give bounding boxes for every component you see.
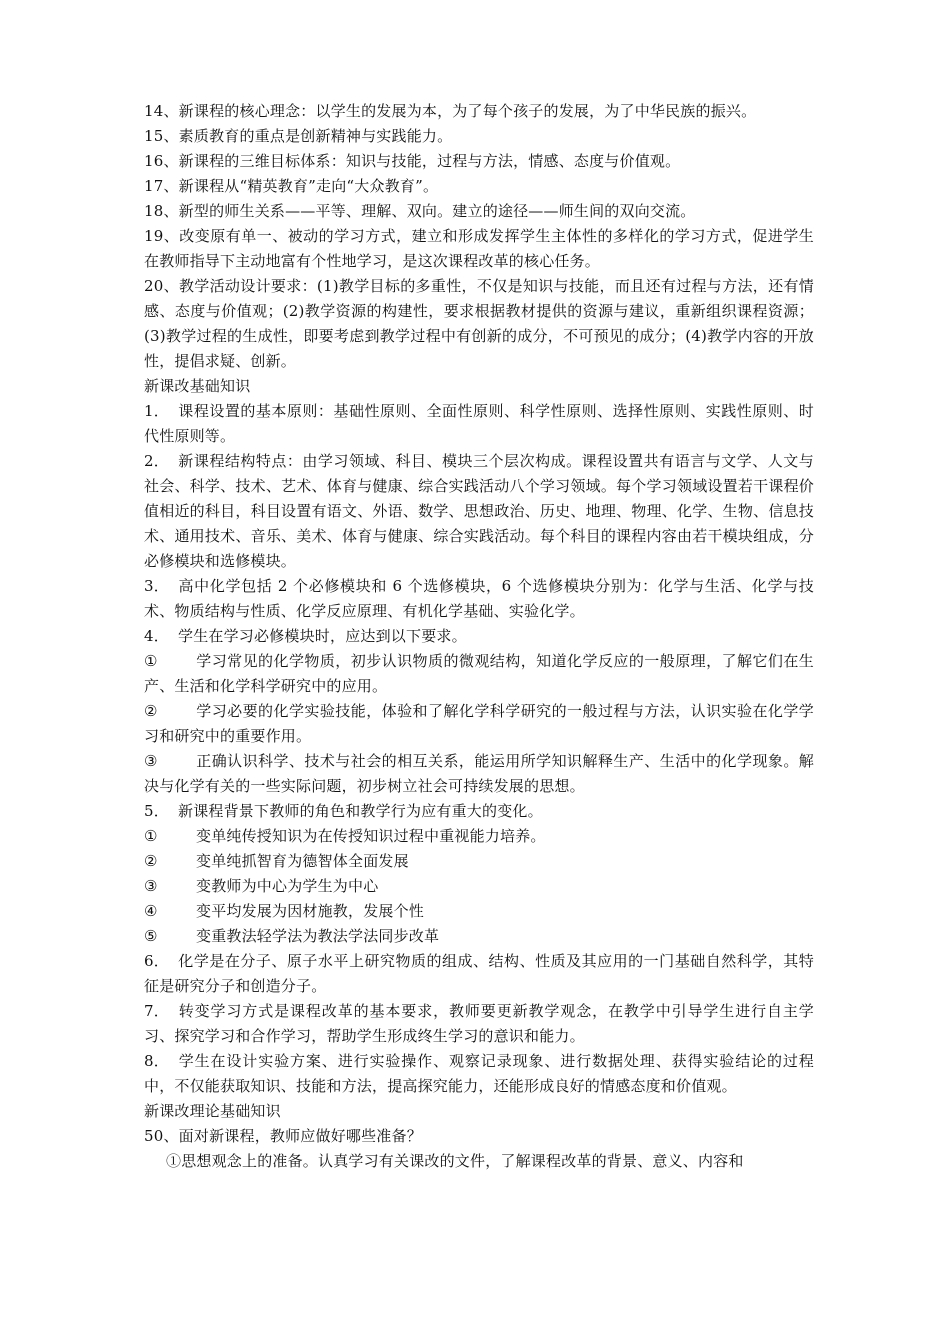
list-text: 新课程背景下教师的角色和教学行为应有重大的变化。 [178, 802, 543, 820]
list-number: 7． [144, 1002, 169, 1020]
list-text: 学习必要的化学实验技能，体验和了解化学科学研究的一般过程与方法，认识实验在化学学习和研究中的重要作用。 [144, 702, 814, 745]
list-text: 化学是在分子、原子水平上研究物质的组成、结构、性质及其应用的一门基础自然科学，其特征是研究分子和创造分子。 [144, 952, 814, 995]
list-text: 新课程结构特点：由学习领域、科目、模块三个层次构成。课程设置共有语言与文学、人文与社会、科学、技术、艺术、体育与健康、综合实践活动八个学习领域。每个学习领域设置若干课程价值相近的科目，科目设置有语文、外语、数学、思想政治、历史、地理、物理、化学、生物、信息技术、通用技术、音乐、美术、体育与健康、综合实践活动。每个科目的课程内容由若干模块组成，分必修模块和选修模块。 [144, 452, 814, 570]
list-number: 3． [144, 577, 169, 595]
list-number: 8． [144, 1052, 169, 1070]
list-number: 2． [144, 452, 169, 470]
sub-item-5-5 [144, 924, 814, 949]
list-text: 变单纯抓智育为德智体全面发展 [196, 852, 409, 870]
paragraph-18: 18、新型的师生关系——平等、理解、双向。建立的途径——师生间的双向交流。 [144, 202, 696, 220]
sub-item-5-1 [144, 824, 814, 849]
list-text: 变教师为中心为学生为中心 [196, 877, 379, 895]
sub-item-5-3 [144, 874, 814, 899]
question-50: 50、面对新课程，教师应做好哪些准备？ [144, 1127, 422, 1145]
sub-item-5-2 [144, 849, 814, 874]
paragraph-14: 14、新课程的核心理念：以学生的发展为本，为了每个孩子的发展，为了中华民族的振兴。 [144, 102, 757, 120]
list-number: 6． [144, 952, 169, 970]
sub-item-4-2 [144, 699, 814, 749]
list-item-6 [144, 949, 814, 999]
list-text: 变单纯传授知识为在传授知识过程中重视能力培养。 [196, 827, 546, 845]
paragraph-17: 17、新课程从“精英教育”走向“大众教育”。 [144, 177, 439, 195]
list-text: 转变学习方式是课程改革的基本要求，教师要更新教学观念，在教学中引导学生进行自主学习、探究学习和合作学习，帮助学生形成终生学习的意识和能力。 [144, 1002, 814, 1045]
paragraph-20: 20、教学活动设计要求：(1)教学目标的多重性，不仅是知识与技能，而且还有过程与方法，还有情感、态度与价值观；(2)教学资源的构建性，要求根据教材提供的资源与建议，重新组织课程资源；(3)教学过程的生成性，即要考虑到教学过程中有创新的成分，不可预见的成分；(4)教学内容的开放性，提倡求疑、创新。 [144, 277, 814, 370]
list-number: 4． [144, 627, 169, 645]
list-text: 变重教法轻学法为教法学法同步改革 [196, 927, 440, 945]
list-number: ④ [144, 902, 158, 920]
list-text: 正确认识科学、技术与社会的相互关系，能运用所学知识解释生产、生活中的化学现象。解决与化学有关的一些实际问题，初步树立社会可持续发展的思想。 [144, 752, 814, 795]
sub-item-4-1 [144, 649, 814, 699]
section-heading-basics: 新课改基础知识 [144, 377, 251, 395]
list-number: ③ [144, 752, 158, 770]
list-item-1 [144, 399, 814, 449]
list-item-5 [144, 799, 814, 824]
paragraph-16: 16、新课程的三维目标体系：知识与技能，过程与方法，情感、态度与价值观。 [144, 152, 681, 170]
list-item-3 [144, 574, 814, 624]
document-body [144, 99, 814, 1174]
list-item-7 [144, 999, 814, 1049]
list-item-2 [144, 449, 814, 574]
list-number: ① [144, 652, 158, 670]
paragraph-15: 15、素质教育的重点是创新精神与实践能力。 [144, 127, 453, 145]
paragraph-19: 19、改变原有单一、被动的学习方式，建立和形成发挥学生主体性的多样化的学习方式，促进学生在教师指导下主动地富有个性地学习，是这次课程改革的核心任务。 [144, 227, 814, 270]
list-number: ⑤ [144, 927, 158, 945]
list-text: 变平均发展为因材施教，发展个性 [196, 902, 425, 920]
list-item-8 [144, 1049, 814, 1099]
section-heading-theory: 新课改理论基础知识 [144, 1102, 281, 1120]
list-text: 课程设置的基本原则：基础性原则、全面性原则、科学性原则、选择性原则、实践性原则、时代性原则等。 [144, 402, 814, 445]
list-number: ③ [144, 877, 158, 895]
list-number: ① [144, 827, 158, 845]
list-number: ② [144, 702, 158, 720]
list-text: 学生在设计实验方案、进行实验操作、观察记录现象、进行数据处理、获得实验结论的过程中，不仅能获取知识、技能和方法，提高探究能力，还能形成良好的情感态度和价值观。 [144, 1052, 814, 1095]
sub-item-4-3 [144, 749, 814, 799]
list-text: 学习常见的化学物质，初步认识物质的微观结构，知道化学反应的一般原理，了解它们在生产、生活和化学科学研究中的应用。 [144, 652, 814, 695]
list-number: 1． [144, 402, 169, 420]
list-text: 高中化学包括 2 个必修模块和 6 个选修模块，6 个选修模块分别为：化学与生活、化学与技术、物质结构与性质、化学反应原理、有机化学基础、实验化学。 [144, 577, 814, 620]
sub-item-5-4 [144, 899, 814, 924]
list-number: 5． [144, 802, 169, 820]
answer-50-1: ①思想观念上的准备。认真学习有关课改的文件，了解课程改革的背景、意义、内容和 [166, 1152, 744, 1170]
list-item-4 [144, 624, 814, 649]
list-number: ② [144, 852, 158, 870]
list-text: 学生在学习必修模块时，应达到以下要求。 [178, 627, 467, 645]
